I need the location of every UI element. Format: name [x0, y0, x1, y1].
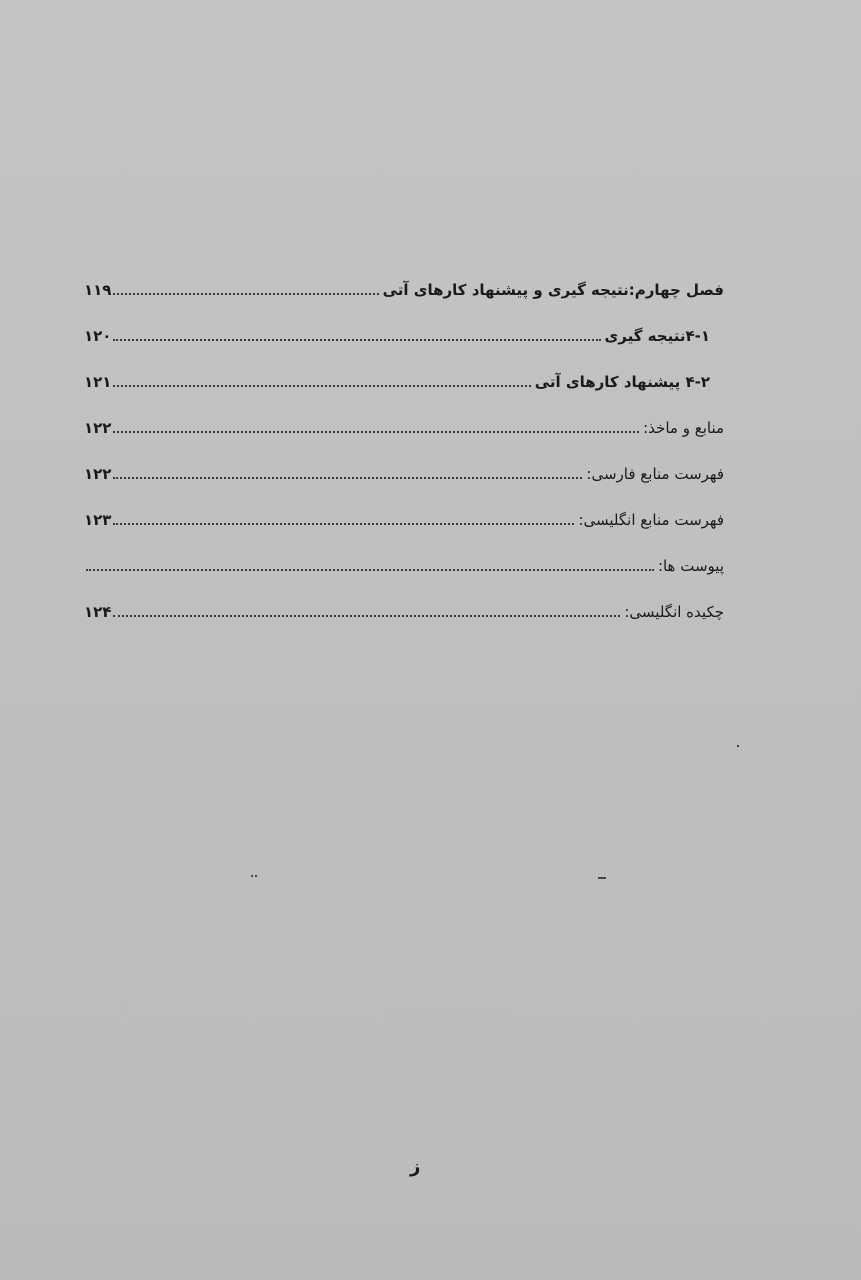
toc-row [84, 576, 724, 622]
leader-dots [113, 293, 378, 295]
toc-row [84, 484, 724, 530]
toc-page-number: ۱۲۱ [84, 373, 112, 391]
leader-dots [113, 615, 620, 617]
toc-title: فهرست منابع فارسی: [586, 465, 724, 483]
toc-row [84, 346, 724, 392]
toc-row [84, 438, 724, 484]
toc-page-number: ۱۲۴ [84, 603, 112, 621]
leader-dots [113, 477, 582, 479]
toc-title: چکیده انگلیسی: [624, 603, 724, 621]
toc-page-number: ۱۱۹ [84, 281, 112, 299]
toc-page-number: ۱۲۳ [84, 511, 112, 529]
toc-page-number: ۱۲۲ [84, 465, 112, 483]
leader-dots [86, 569, 654, 571]
dust-speck [251, 875, 253, 877]
leader-dots [113, 339, 600, 341]
toc-row [84, 254, 724, 300]
toc-page-number: ۱۲۲ [84, 419, 112, 437]
leader-dots [113, 431, 639, 433]
toc-title: فهرست منابع انگلیسی: [578, 511, 724, 529]
dust-speck [737, 745, 739, 747]
toc-row [84, 530, 724, 576]
dust-speck [598, 877, 606, 879]
toc-title: پیوست ها: [657, 557, 724, 575]
toc-row [84, 392, 724, 438]
toc-title: منابع و ماخذ: [643, 419, 724, 437]
toc-title: فصل چهارم:نتیجه گیری و پیشنهاد کارهای آتی [382, 281, 724, 299]
page-number-footer: ز [410, 1156, 421, 1177]
table-of-contents [84, 254, 724, 622]
toc-title: ۴-۲ پیشنهاد کارهای آتی [534, 373, 710, 391]
leader-dots [113, 523, 574, 525]
toc-row [84, 300, 724, 346]
dust-speck [255, 875, 257, 877]
toc-page-number: ۱۲۰ [84, 327, 112, 345]
toc-title: ۴-۱نتیجه گیری [604, 327, 710, 345]
leader-dots [113, 385, 530, 387]
